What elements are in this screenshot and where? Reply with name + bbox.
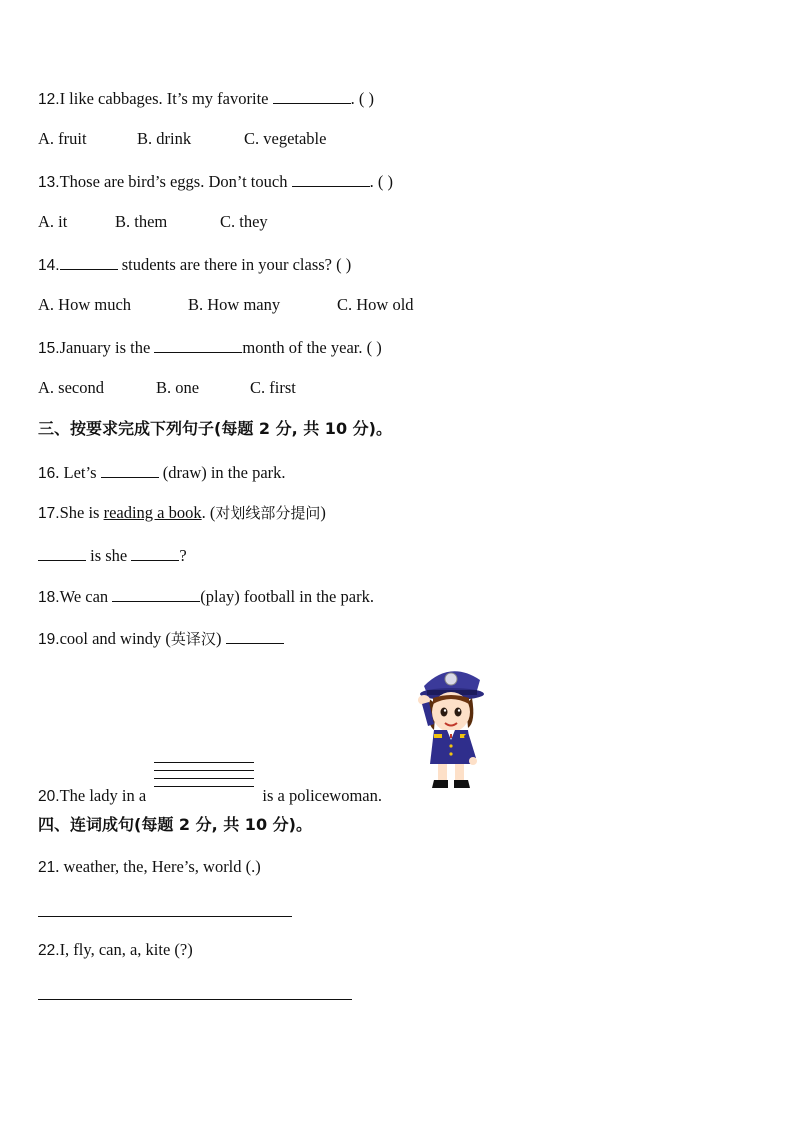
- option-b[interactable]: B. one: [156, 378, 200, 397]
- answer-blank[interactable]: [101, 462, 159, 478]
- answer-blank-lines[interactable]: [154, 777, 254, 807]
- option-a[interactable]: A. second: [38, 378, 104, 397]
- question-20: 20.The lady in a is a policewoman.: [38, 777, 382, 807]
- question-21: 21. weather, the, Here’s, world (.): [38, 857, 261, 876]
- question-17: 17.She is reading a book. (对划线部分提问): [38, 503, 326, 522]
- option-a[interactable]: A. fruit: [38, 129, 87, 148]
- section-4-title: 四、连词成句(每题 2 分, 共 10 分)。: [38, 815, 312, 834]
- option-b[interactable]: B. them: [115, 212, 168, 231]
- underlined-phrase: reading a book: [103, 503, 202, 522]
- option-b[interactable]: B. drink: [137, 129, 192, 148]
- answer-blank[interactable]: [60, 254, 118, 270]
- question-18: 18.We can (play) football in the park.: [38, 587, 374, 606]
- option-b[interactable]: B. How many: [188, 295, 281, 314]
- section-3-title: 三、按要求完成下列句子(每题 2 分, 共 10 分)。: [38, 419, 392, 438]
- option-a[interactable]: A. How much: [38, 295, 132, 314]
- answer-blank[interactable]: [226, 628, 284, 644]
- answer-blank[interactable]: [131, 545, 179, 561]
- question-15: 15.January is the month of the year. ( ): [38, 338, 382, 357]
- answer-blank[interactable]: [112, 586, 200, 602]
- answer-blank[interactable]: [292, 171, 370, 187]
- question-14: 14. students are there in your class? ( ): [38, 255, 352, 274]
- question-16: 16. Let’s (draw) in the park.: [38, 463, 286, 482]
- question-17-answer: is she ?: [38, 545, 187, 566]
- option-c[interactable]: C. vegetable: [244, 129, 327, 148]
- option-c[interactable]: C. How old: [337, 295, 414, 314]
- question-13: 13.Those are bird’s eggs. Don’t touch . ( ): [38, 172, 393, 191]
- options-12: [38, 129, 326, 149]
- answer-blank[interactable]: [38, 545, 86, 561]
- option-a[interactable]: A. it: [38, 212, 68, 231]
- question-22: 22.I, fly, can, a, kite (?): [38, 940, 193, 959]
- answer-blank[interactable]: [154, 337, 242, 353]
- options-15: [38, 378, 296, 398]
- option-c[interactable]: C. they: [220, 212, 268, 231]
- question-12: 12.I like cabbages. It’s my favorite . ( ): [38, 89, 374, 108]
- answer-line-21[interactable]: [38, 916, 292, 917]
- options-13: [38, 212, 268, 232]
- answer-blank[interactable]: [273, 88, 351, 104]
- answer-line-22[interactable]: [38, 999, 352, 1000]
- policewoman-illustration: [414, 664, 488, 792]
- question-19: 19.cool and windy (英译汉): [38, 628, 284, 650]
- options-14: [38, 295, 414, 315]
- option-c[interactable]: C. first: [250, 378, 296, 397]
